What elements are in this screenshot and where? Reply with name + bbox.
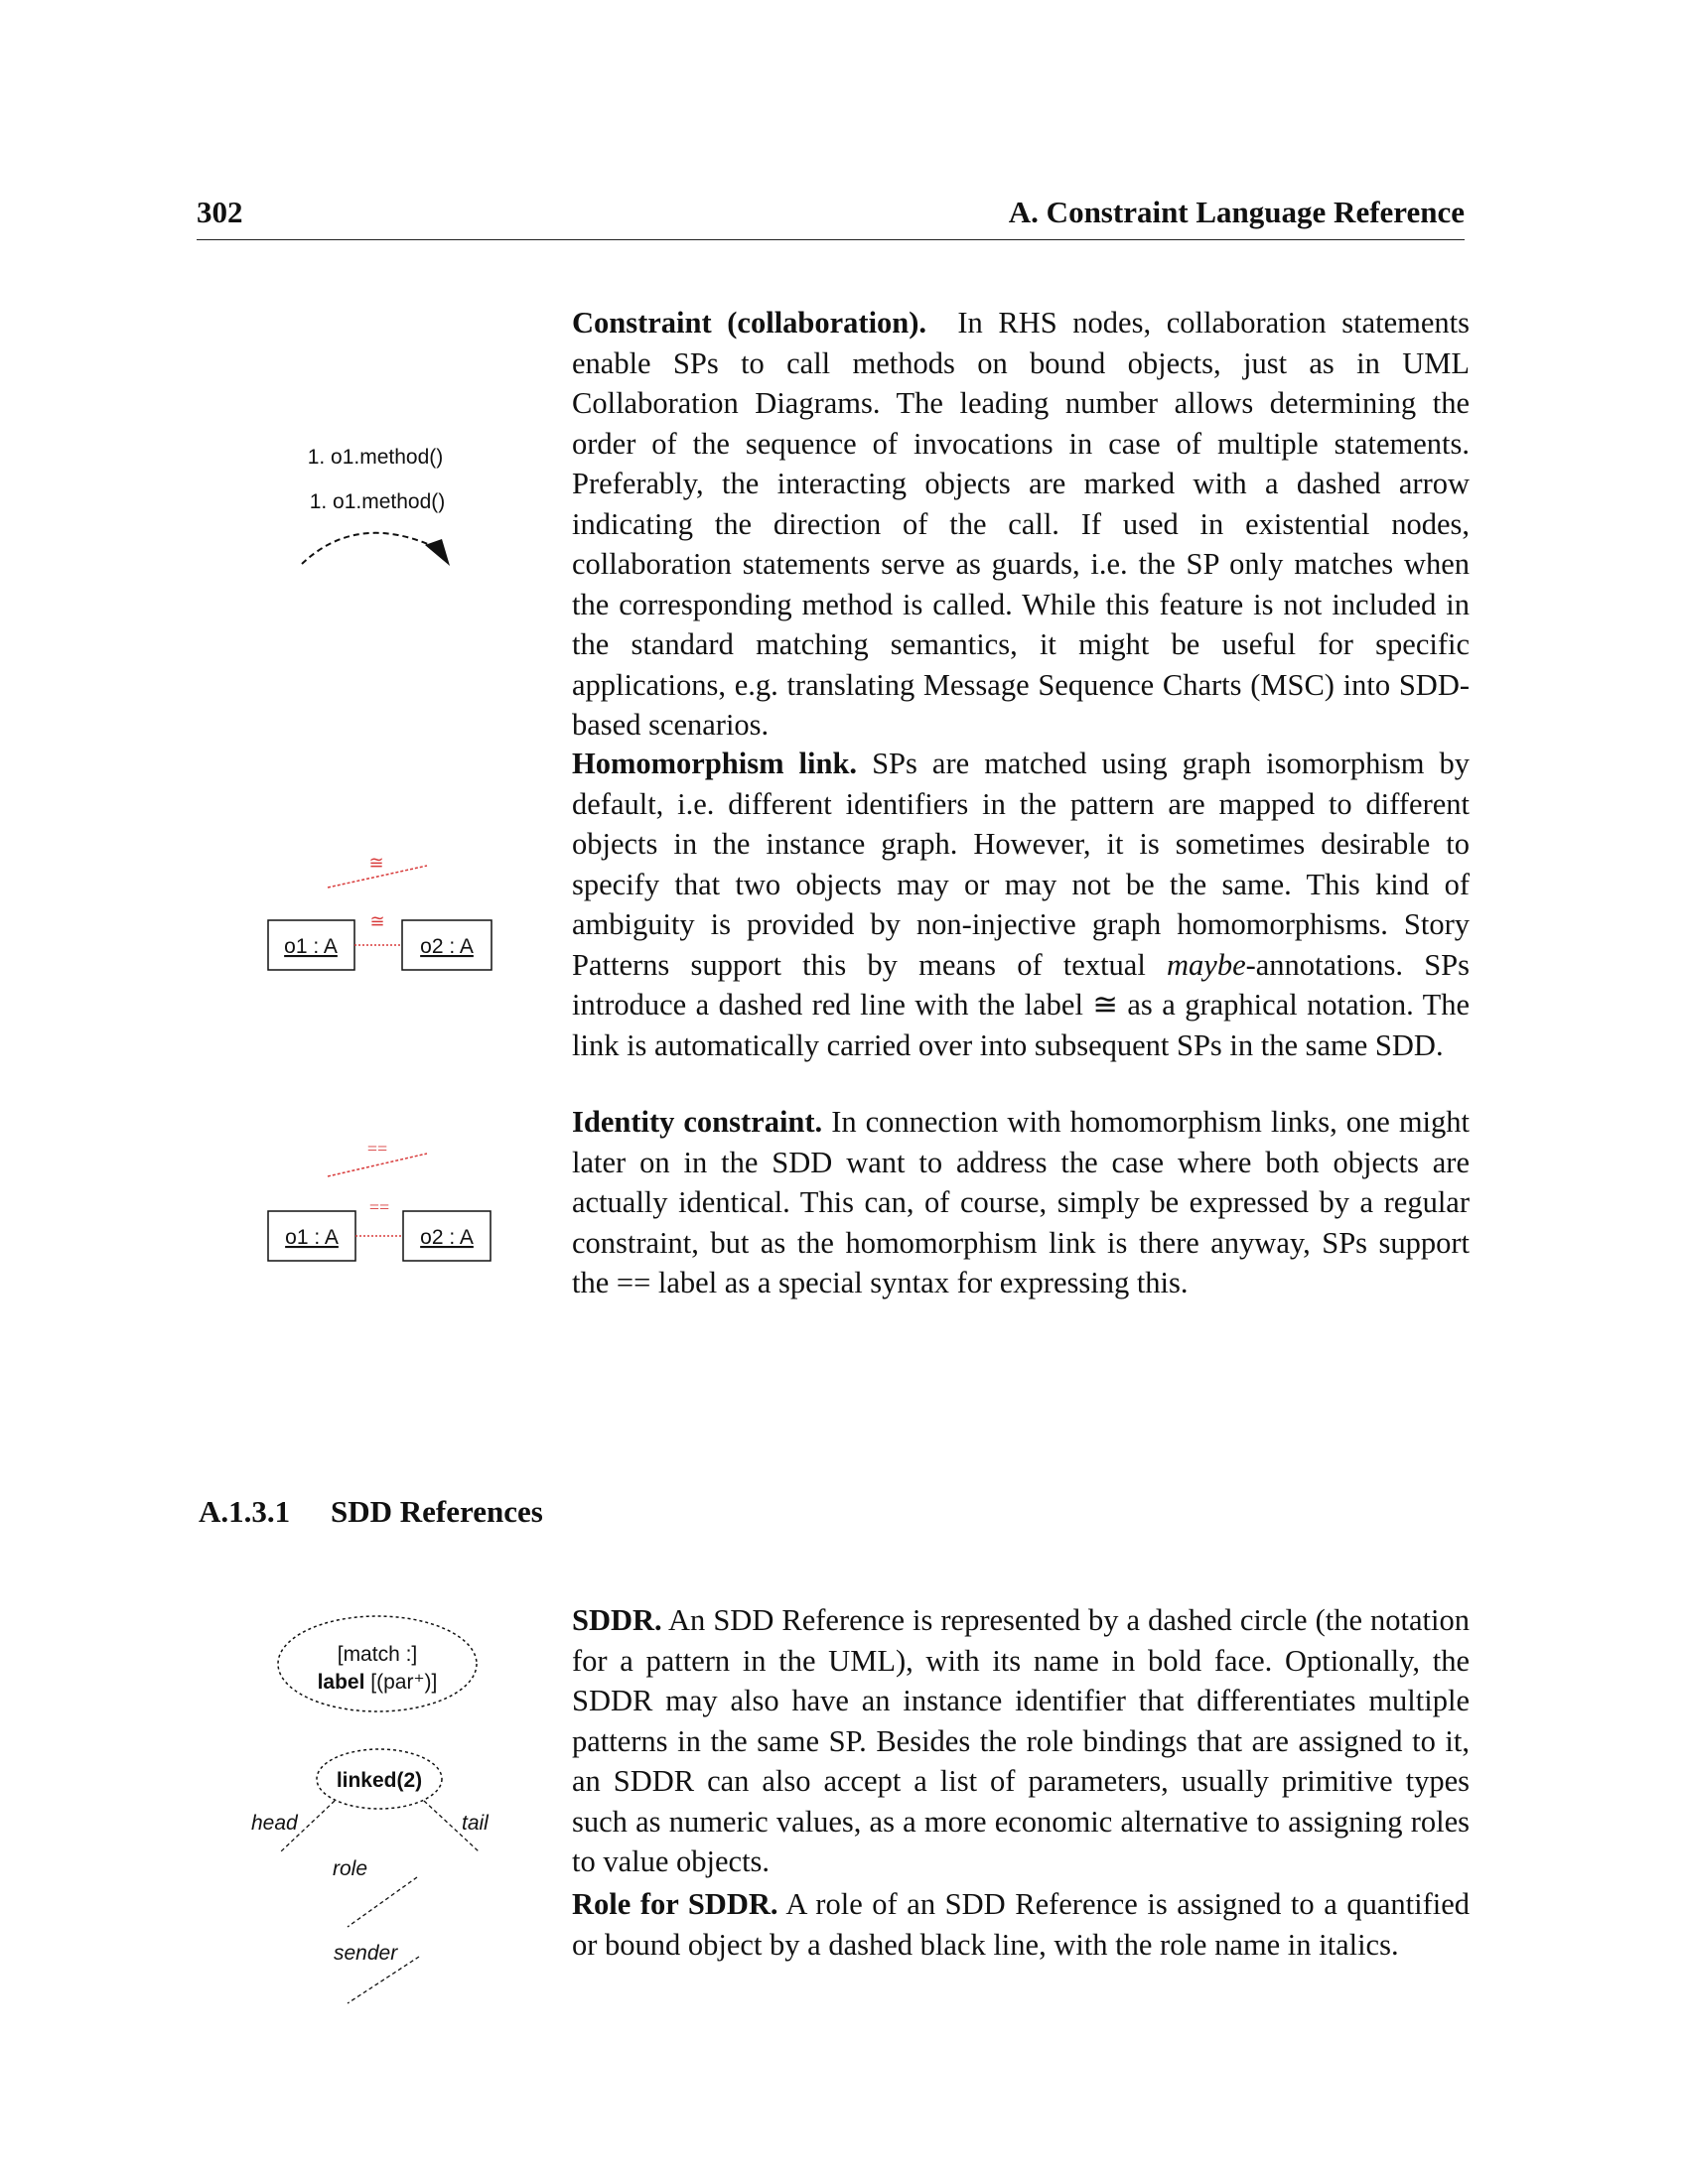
sddr-paragraph [572, 1600, 1470, 1882]
role-paragraph [572, 1884, 1470, 1965]
homomorphism-figure [263, 844, 501, 973]
object-label-o1: o1 : A [284, 935, 338, 958]
role-label: role [333, 1857, 368, 1880]
page-header [197, 195, 1465, 240]
section-title: SDD References [331, 1494, 543, 1529]
role-heading: Role for SDDR. [572, 1887, 778, 1921]
collaboration-body: In RHS nodes, collaboration statements enable SPs to call methods on bound objects, just as in UML Collaboration Diagrams. The leading number allows determining the order of the sequence of invocations in case of multiple statements. Preferably, the interacting objects are marked with a dashed arrow indicating the direction of the call. If used in existential nodes, collaboration statements serve as guards, i.e. the SP only matches when the corresponding method is called. While this feature is not included in the standard matching semantics, it might be useful for specific applications, e.g. translating Message Sequence Charts (MSC) into SDD-based scenarios. [572, 306, 1471, 742]
running-title: A. Constraint Language Reference [1008, 195, 1465, 229]
collaboration-heading: Constraint (collaboration). [572, 306, 927, 340]
identity-paragraph [572, 1102, 1470, 1303]
object-label-o2: o2 : A [420, 935, 474, 958]
sender-label: sender [334, 1942, 398, 1965]
homomorphism-body-1: SPs are matched using graph isomorphism by default, i.e. different identifiers in the pattern are mapped to different objects in the instance graph. However, it is sometimes desirable to specify that two objects may or may not be the same. This kind of ambiguity is provided by non-injective graph homomorphisms. Story Patterns support this by means of textual [572, 747, 1471, 982]
sddr-label-params: [(par⁺)] [364, 1671, 438, 1694]
sddr-match-label: [match :] [337, 1643, 418, 1666]
identity-figure [263, 1137, 501, 1266]
identity-body: In connection with homomorphism links, one might later on in the SDD want to address the case where both objects are actually identical. This can, of course, simply be expressed by a regular constraint, but as the homomorphism link is there anyway, SPs support the == label as a special syntax for expressing this. [572, 1105, 1471, 1299]
object-label-o2: o2 : A [420, 1226, 474, 1249]
sddr-heading: SDDR. [572, 1603, 662, 1637]
identity-symbol-top: == [366, 1139, 388, 1159]
homomorphism-body-2: -annotations. SPs introduce a dashed red line with the label ≅ as a graphical notation. The link is automatically carried over into subsequent SPs in the same SDD. [572, 947, 1470, 1062]
sddr-body: An SDD Reference is represented by a dashed circle (the notation for a pattern in the UML), with its name in bold face. Optionally, the SDDR may also have an instance identifier that differentiates multiple patterns in the same SP. Besides the role bindings that are assigned to it, an SDDR can also accept a list of parameters, usually primitive types such as numeric values, as a more economic alternative to assigning roles to value objects. [572, 1603, 1470, 1878]
sddr-figure [243, 1598, 501, 1856]
arrow-head-icon [425, 539, 450, 566]
section-number: A.1.3.1 [199, 1494, 291, 1529]
collaboration-figure [288, 442, 506, 591]
object-label-o1: o1 : A [285, 1226, 339, 1249]
sddr-label-bold: label [317, 1671, 365, 1694]
homomorphism-paragraph [572, 744, 1470, 1065]
homomorphism-body-italic: maybe [1167, 947, 1246, 982]
homomorphism-symbol-link: ≅ [369, 911, 385, 931]
dashed-call-arrow [302, 533, 437, 564]
identity-symbol-link: == [368, 1197, 390, 1217]
page-number: 302 [197, 195, 243, 229]
collaboration-paragraph [572, 303, 1470, 746]
homomorphism-heading: Homomorphism link. [572, 747, 858, 780]
homomorphism-symbol-top: ≅ [368, 853, 384, 873]
sddr-label-line [318, 1671, 438, 1694]
role-figure [298, 1846, 496, 2005]
collaboration-label-1: 1. o1.method() [307, 446, 444, 469]
collaboration-label-2: 1. o1.method() [309, 490, 446, 513]
identity-heading: Identity constraint. [572, 1105, 823, 1139]
head-label: head [251, 1812, 298, 1835]
role-dashed-line [348, 1877, 417, 1927]
role-body: A role of an SDD Reference is assigned to a quantified or bound object by a dashed black line, with the role name in italics. [572, 1887, 1470, 1962]
tail-label: tail [462, 1812, 489, 1835]
section-heading [199, 1494, 543, 1530]
linked-label: linked(2) [336, 1769, 423, 1792]
